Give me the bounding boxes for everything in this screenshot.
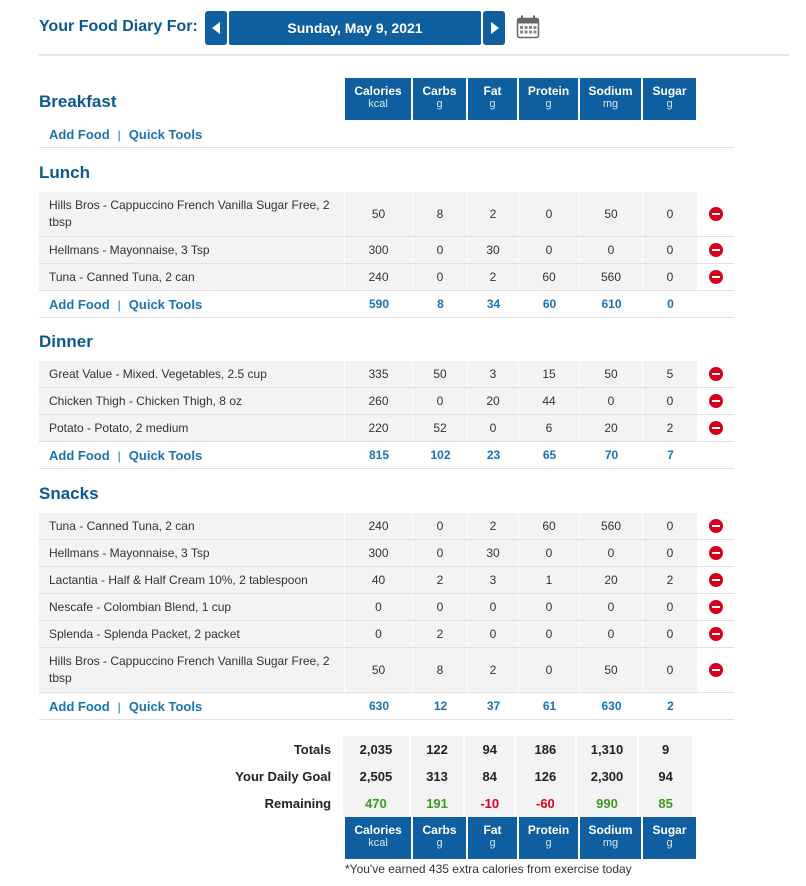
entry-carbs: 50	[413, 361, 468, 387]
entry-fat: 0	[468, 415, 519, 441]
delete-entry-icon[interactable]	[709, 394, 723, 408]
food-entry-row[interactable]	[39, 388, 734, 415]
add-food-link-breakfast[interactable]: Add Food	[49, 126, 110, 142]
quick-tools-link-breakfast[interactable]: Quick Tools	[128, 126, 203, 142]
entry-sugar: 5	[643, 361, 698, 387]
entry-sodium: 50	[580, 361, 643, 387]
entry-sodium: 0	[580, 540, 643, 566]
entry-calories: 220	[345, 415, 413, 441]
meal-title-breakfast: Breakfast	[39, 92, 117, 111]
delete-entry-icon[interactable]	[709, 663, 723, 677]
food-entry-row[interactable]	[39, 192, 734, 237]
col-calories-footer: Calories kcal	[345, 817, 413, 859]
entry-carbs: 0	[413, 388, 468, 414]
entry-carbs: 0	[413, 594, 468, 620]
snacks-total-calories: 630	[368, 699, 390, 713]
delete-entry-icon[interactable]	[709, 519, 723, 533]
delete-entry-icon[interactable]	[709, 367, 723, 381]
page-title: Your Food Diary For:	[39, 18, 198, 35]
entry-sugar: 0	[643, 388, 698, 414]
food-entry-row[interactable]	[39, 361, 734, 388]
dinner-total-protein: 65	[542, 448, 557, 462]
col-sodium: Sodium mg	[580, 78, 643, 120]
meal-title-snacks: Snacks	[39, 484, 99, 503]
entry-sugar: 0	[643, 648, 698, 692]
food-entry-name[interactable]: Hills Bros - Cappuccino French Vanilla Sugar Free, 2 tbsp	[39, 648, 345, 692]
entry-protein: 0	[519, 594, 580, 620]
entry-protein: 60	[519, 264, 580, 290]
col-sugar-footer: Sugar g	[643, 817, 698, 859]
entry-protein: 0	[519, 237, 580, 263]
entry-calories: 40	[345, 567, 413, 593]
entry-protein: 0	[519, 648, 580, 692]
dinner-total-calories: 815	[368, 448, 390, 462]
entry-protein: 0	[519, 192, 580, 236]
food-entry-row[interactable]	[39, 594, 734, 621]
entry-fat: 3	[468, 567, 519, 593]
header-divider	[39, 54, 789, 56]
dinner-totals-row: Add Food | Quick Tools 815 102 23 65 70 7	[39, 442, 734, 469]
arrow-left-icon	[212, 22, 220, 34]
food-entry-row[interactable]	[39, 540, 734, 567]
entry-sodium: 50	[580, 192, 643, 236]
entry-carbs: 2	[413, 567, 468, 593]
nutrient-column-header	[345, 78, 698, 120]
lunch-totals-row: Add Food | Quick Tools 590 8 34 60 610 0	[39, 291, 734, 318]
entry-calories: 335	[345, 361, 413, 387]
remaining-row: Remaining 470 191 -10 -60 990 85	[39, 790, 694, 817]
meal-dinner	[39, 361, 734, 469]
entry-calories: 50	[345, 192, 413, 236]
entry-sodium: 560	[580, 264, 643, 290]
entry-carbs: 8	[413, 192, 468, 236]
add-food-link-dinner[interactable]: Add Food	[49, 447, 110, 463]
delete-entry-icon[interactable]	[709, 546, 723, 560]
exercise-footnote: *You've earned 435 extra calories from exercise today	[345, 862, 632, 876]
food-entry-name[interactable]: Potato - Potato, 2 medium	[39, 415, 345, 441]
col-protein: Protein g	[519, 78, 580, 120]
quick-tools-link-snacks[interactable]: Quick Tools	[128, 698, 203, 714]
entry-sugar: 0	[643, 594, 698, 620]
dinner-total-sodium: 70	[604, 448, 619, 462]
delete-entry-icon[interactable]	[709, 243, 723, 257]
entry-protein: 1	[519, 567, 580, 593]
entry-calories: 0	[345, 621, 413, 647]
entry-calories: 300	[345, 540, 413, 566]
calendar-icon[interactable]	[516, 15, 540, 39]
entry-calories: 240	[345, 264, 413, 290]
daily-goal-row: Your Daily Goal 2,505 313 84 126 2,300 94	[39, 763, 694, 790]
food-entry-name[interactable]: Great Value - Mixed. Vegetables, 2.5 cup	[39, 361, 345, 387]
entry-sugar: 0	[643, 621, 698, 647]
entry-protein: 15	[519, 361, 580, 387]
lunch-total-protein: 60	[542, 297, 557, 311]
snacks-total-sugar: 2	[667, 699, 674, 713]
snacks-total-protein: 61	[542, 699, 557, 713]
food-entry-row[interactable]	[39, 264, 734, 291]
entry-sodium: 50	[580, 648, 643, 692]
delete-entry-icon[interactable]	[709, 207, 723, 221]
entry-sugar: 0	[643, 513, 698, 539]
col-sodium-footer: Sodium mg	[580, 817, 643, 859]
entry-sugar: 0	[643, 192, 698, 236]
meal-breakfast	[39, 121, 734, 148]
entry-protein: 6	[519, 415, 580, 441]
lunch-total-carbs: 8	[437, 297, 444, 311]
entry-carbs: 0	[413, 540, 468, 566]
daily-summary	[39, 736, 694, 817]
add-food-link-snacks[interactable]: Add Food	[49, 698, 110, 714]
quick-tools-link-lunch[interactable]: Quick Tools	[128, 296, 203, 312]
entry-fat: 0	[468, 621, 519, 647]
delete-entry-icon[interactable]	[709, 627, 723, 641]
entry-protein: 60	[519, 513, 580, 539]
arrow-right-icon	[491, 22, 499, 34]
food-entry-name[interactable]: Hellmans - Mayonnaise, 3 Tsp	[39, 540, 345, 566]
entry-fat: 30	[468, 540, 519, 566]
entry-fat: 2	[468, 192, 519, 236]
food-entry-row[interactable]	[39, 567, 734, 594]
dinner-total-carbs: 102	[430, 448, 451, 462]
entry-sodium: 0	[580, 388, 643, 414]
delete-entry-icon[interactable]	[709, 573, 723, 587]
food-entry-name[interactable]: Splenda - Splenda Packet, 2 packet	[39, 621, 345, 647]
meal-title-dinner: Dinner	[39, 332, 93, 351]
dinner-total-sugar: 7	[667, 448, 674, 462]
col-carbs: Carbs g	[413, 78, 468, 120]
entry-sodium: 0	[580, 237, 643, 263]
lunch-total-fat: 34	[486, 297, 501, 311]
food-entry-name[interactable]: Tuna - Canned Tuna, 2 can	[39, 513, 345, 539]
entry-fat: 20	[468, 388, 519, 414]
entry-calories: 300	[345, 237, 413, 263]
entry-sugar: 2	[643, 567, 698, 593]
entry-sodium: 560	[580, 513, 643, 539]
entry-fat: 2	[468, 264, 519, 290]
add-food-link-lunch[interactable]: Add Food	[49, 296, 110, 312]
entry-fat: 30	[468, 237, 519, 263]
col-fat-footer: Fat g	[468, 817, 519, 859]
totals-row: Totals 2,035 122 94 186 1,310 9	[39, 736, 694, 763]
entry-carbs: 2	[413, 621, 468, 647]
food-entry-name[interactable]: Hills Bros - Cappuccino French Vanilla Sugar Free, 2 tbsp	[39, 192, 345, 236]
entry-sugar: 0	[643, 264, 698, 290]
entry-sugar: 0	[643, 540, 698, 566]
entry-fat: 2	[468, 513, 519, 539]
snacks-total-fat: 37	[486, 699, 501, 713]
delete-entry-icon[interactable]	[709, 600, 723, 614]
entry-sodium: 20	[580, 567, 643, 593]
meal-title-lunch: Lunch	[39, 163, 90, 182]
entry-fat: 3	[468, 361, 519, 387]
entry-fat: 2	[468, 648, 519, 692]
entry-carbs: 52	[413, 415, 468, 441]
lunch-total-sugar: 0	[667, 297, 674, 311]
entry-calories: 50	[345, 648, 413, 692]
food-entry-name[interactable]: Lactantia - Half & Half Cream 10%, 2 tablespoon	[39, 567, 345, 593]
entry-calories: 0	[345, 594, 413, 620]
meal-snacks	[39, 513, 734, 720]
delete-entry-icon[interactable]	[709, 270, 723, 284]
entry-protein: 44	[519, 388, 580, 414]
snacks-total-sodium: 630	[601, 699, 622, 713]
entry-protein: 0	[519, 540, 580, 566]
col-protein-footer: Protein g	[519, 817, 580, 859]
meal-lunch	[39, 192, 734, 318]
current-date: Sunday, May 9, 2021	[229, 11, 481, 45]
snacks-total-carbs: 12	[433, 699, 448, 713]
diary-header	[39, 11, 799, 45]
col-fat: Fat g	[468, 78, 519, 120]
col-sugar: Sugar g	[643, 78, 698, 120]
entry-sodium: 20	[580, 415, 643, 441]
entry-carbs: 8	[413, 648, 468, 692]
next-day-button[interactable]	[483, 11, 505, 45]
entry-fat: 0	[468, 594, 519, 620]
entry-protein: 0	[519, 621, 580, 647]
entry-carbs: 0	[413, 237, 468, 263]
entry-calories: 240	[345, 513, 413, 539]
food-entry-name[interactable]: Nescafe - Colombian Blend, 1 cup	[39, 594, 345, 620]
entry-sugar: 2	[643, 415, 698, 441]
lunch-total-calories: 590	[368, 297, 390, 311]
entry-sodium: 0	[580, 621, 643, 647]
col-carbs-footer: Carbs g	[413, 817, 468, 859]
entry-sodium: 0	[580, 594, 643, 620]
lunch-total-sodium: 610	[601, 297, 622, 311]
breakfast-actions: Add Food | Quick Tools	[39, 121, 734, 148]
food-entry-row[interactable]	[39, 237, 734, 264]
entry-calories: 260	[345, 388, 413, 414]
food-entry-name[interactable]: Chicken Thigh - Chicken Thigh, 8 oz	[39, 388, 345, 414]
col-calories: Calories kcal	[345, 78, 413, 120]
food-entry-name[interactable]: Hellmans - Mayonnaise, 3 Tsp	[39, 237, 345, 263]
food-entry-row[interactable]	[39, 415, 734, 442]
snacks-totals-row: Add Food | Quick Tools 630 12 37 61 630 2	[39, 693, 734, 720]
food-entry-row[interactable]	[39, 621, 734, 648]
entry-sugar: 0	[643, 237, 698, 263]
entry-carbs: 0	[413, 264, 468, 290]
entry-carbs: 0	[413, 513, 468, 539]
nutrient-column-footer	[345, 817, 698, 859]
food-entry-row[interactable]	[39, 513, 734, 540]
quick-tools-link-dinner[interactable]: Quick Tools	[128, 447, 203, 463]
date-navigator	[205, 11, 506, 45]
food-entry-row[interactable]	[39, 648, 734, 693]
previous-day-button[interactable]	[205, 11, 227, 45]
delete-entry-icon[interactable]	[709, 421, 723, 435]
food-entry-name[interactable]: Tuna - Canned Tuna, 2 can	[39, 264, 345, 290]
dinner-total-fat: 23	[486, 448, 501, 462]
